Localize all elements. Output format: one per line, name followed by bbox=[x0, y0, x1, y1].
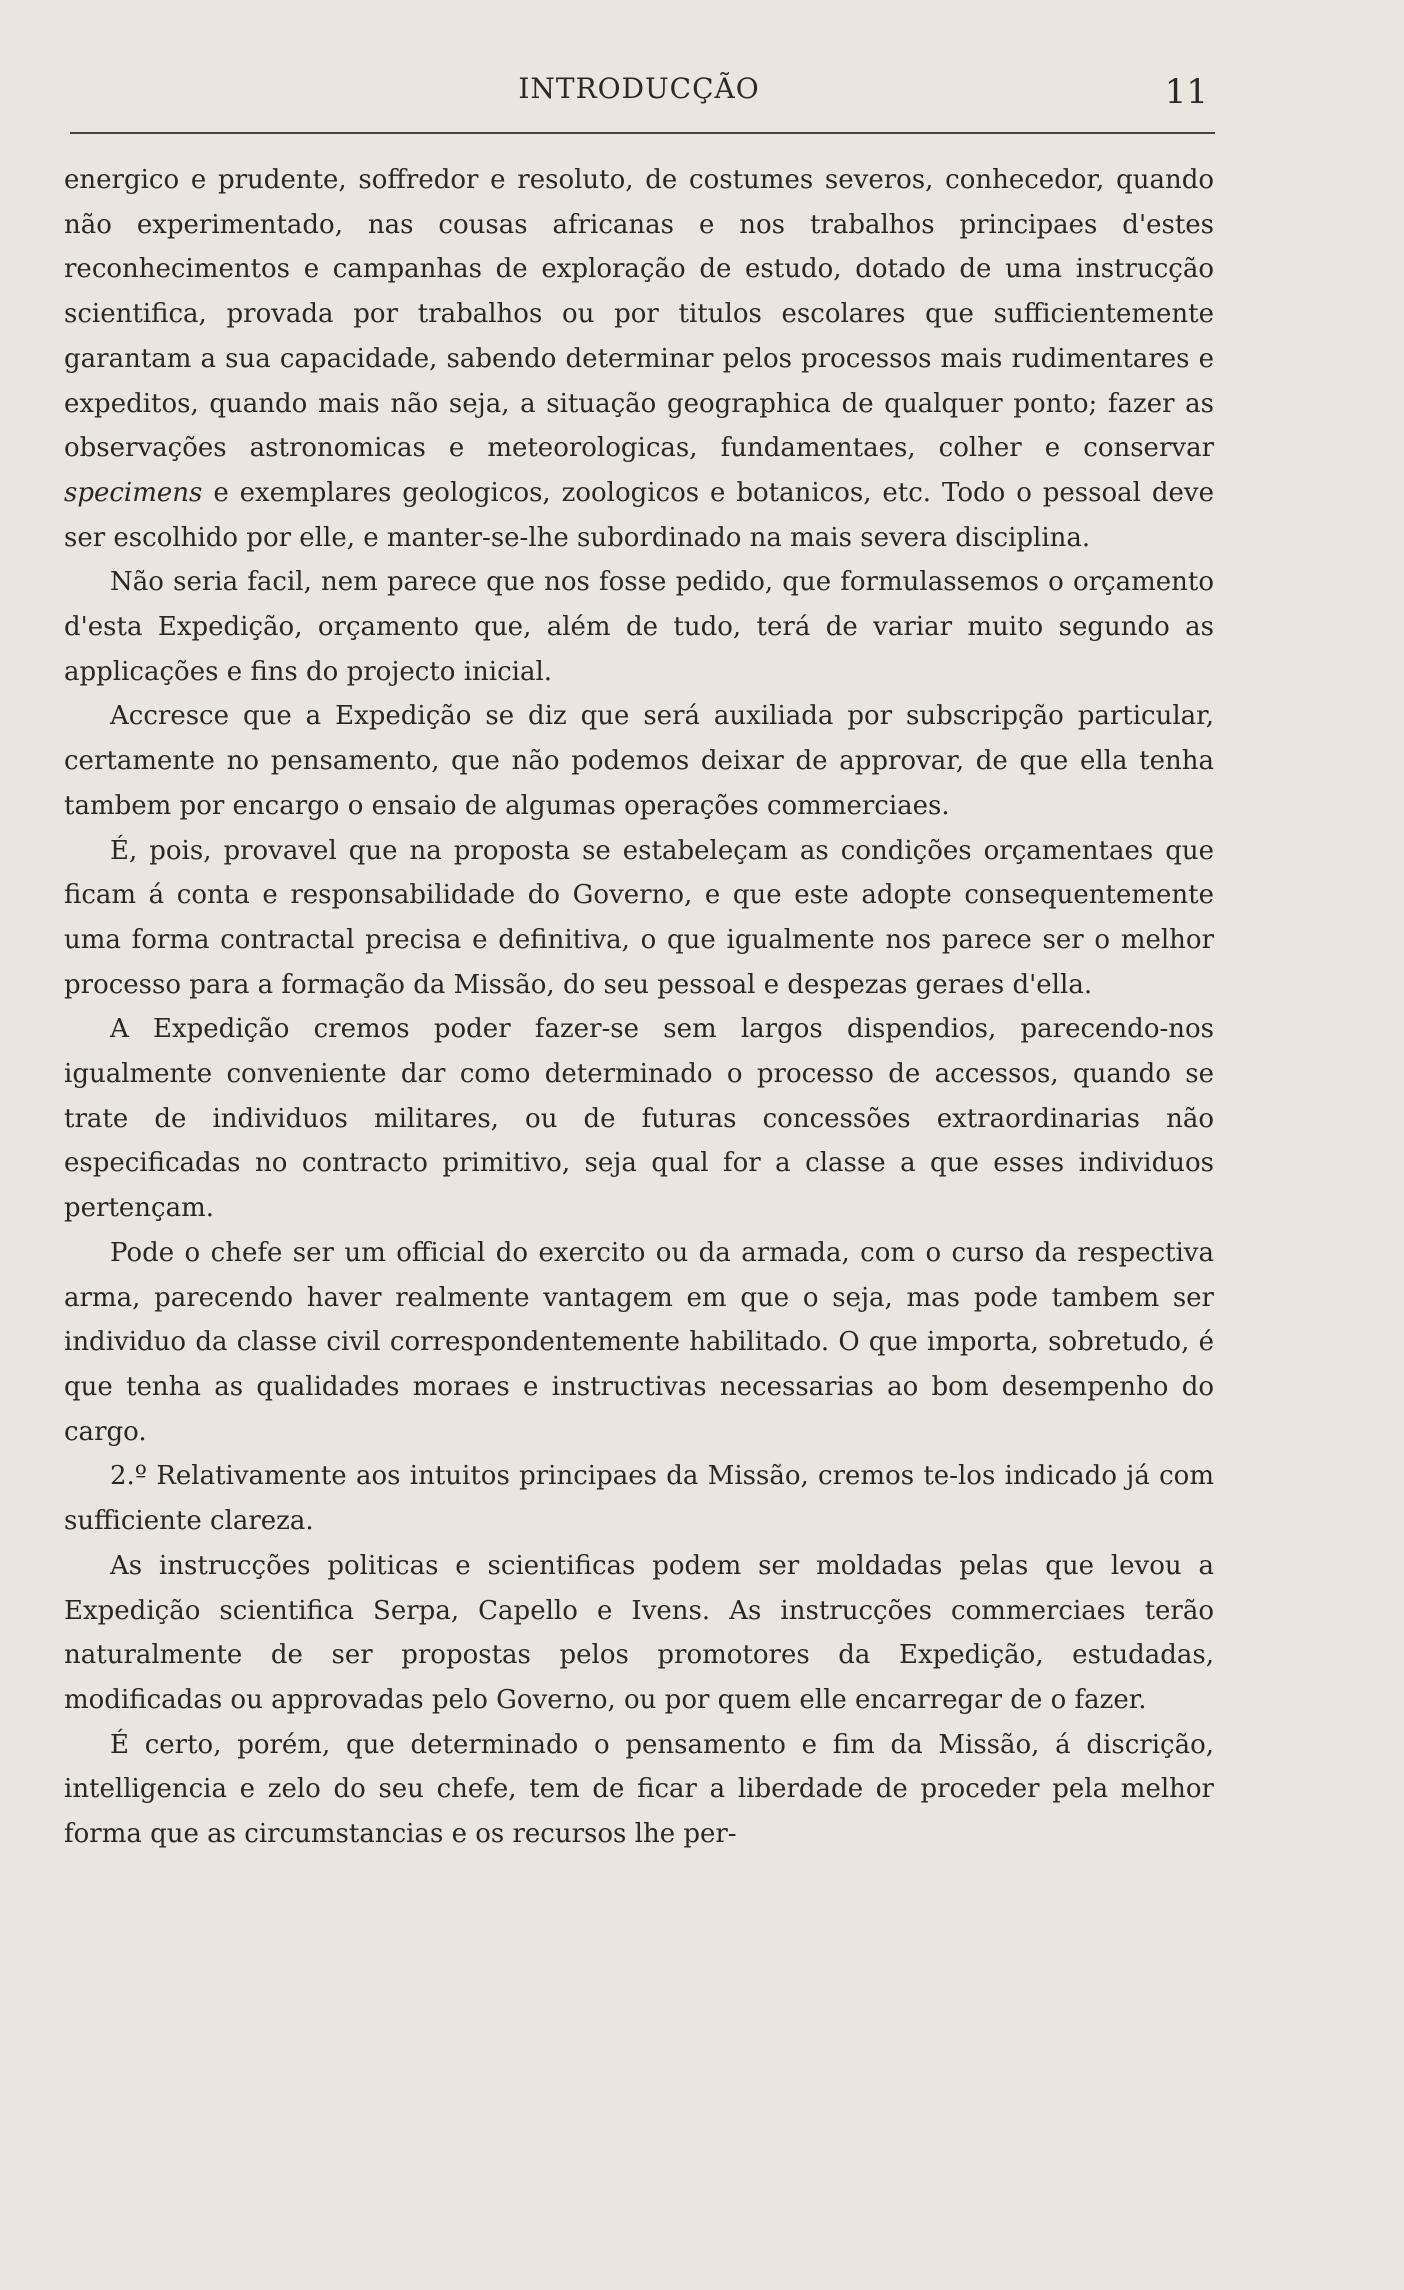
paragraph: É, pois, provavel que na proposta se estabeleçam as condições orçamentaes que ficam á conta e responsabilidade do Governo, e que este adopte consequentemente uma forma contractal precisa e definitiva, o que igualmente nos parece ser o melhor processo para a formação da Missão, do seu pessoal e despezas geraes d'ella. bbox=[64, 835, 1214, 1000]
running-title: INTRODUCÇÃO bbox=[518, 72, 760, 105]
italic-term: specimens bbox=[64, 477, 203, 508]
paragraph: 2.º Relativamente aos intuitos principaes da Missão, cremos te-los indicado já com sufficiente clareza. bbox=[64, 1461, 1214, 1537]
paragraph: É certo, porém, que determinado o pensamento e fim da Missão, á discrição, intelligencia e zelo do seu chefe, tem de ficar a liberdade de proceder pela melhor forma que as circumstancias e os recursos lhe per- bbox=[64, 1729, 1214, 1850]
paragraph-text: e exemplares geologicos, zoologicos e botanicos, etc. Todo o pessoal deve ser escolhido por elle, e manter-se-lhe subordinado na mais severa disciplina. bbox=[64, 477, 1214, 553]
body-text bbox=[64, 158, 1214, 1857]
page-header bbox=[64, 72, 1214, 124]
header-rule bbox=[70, 132, 1215, 134]
paragraph: As instrucções politicas e scientificas podem ser moldadas pelas que levou a Expedição scientifica Serpa, Capello e Ivens. As instrucções commerciaes terão naturalmente de ser propostas pelos promotores da Expedição, estudadas, modificadas ou approvadas pelo Governo, ou por quem elle encarregar de o fazer. bbox=[64, 1550, 1214, 1715]
paragraph: Accresce que a Expedição se diz que será auxiliada por subscripção particular, certamente no pensamento, que não podemos deixar de approvar, de que ella tenha tambem por encargo o ensaio de algumas operações commerciaes. bbox=[64, 701, 1214, 821]
paragraph-continued bbox=[64, 158, 1214, 560]
paragraph: Pode o chefe ser um official do exercito ou da armada, com o curso da respectiva arma, parecendo haver realmente vantagem em que o seja, mas pode tambem ser individuo da classe civil correspondentemente habilitado. O que importa, sobretudo, é que tenha as qualidades moraes e instructivas necessarias ao bom desempenho do cargo. bbox=[64, 1237, 1214, 1447]
paragraph: A Expedição cremos poder fazer-se sem largos dispendios, parecendo-nos igualmente conveniente dar como determinado o processo de accessos, quando se trate de individuos militares, ou de futuras concessões extraordinarias não especificadas no contracto primitivo, seja qual for a classe a que esses individuos pertençam. bbox=[64, 1014, 1214, 1224]
paragraph: Não seria facil, nem parece que nos fosse pedido, que formulassemos o orçamento d'esta Expedição, orçamento que, além de tudo, terá de variar muito segundo as applicações e fins do projecto inicial. bbox=[64, 567, 1214, 687]
page-number: 11 bbox=[1164, 72, 1208, 112]
paragraph-text: energico e prudente, soffredor e resoluto, de costumes severos, conhecedor, quando não experimentado, nas cousas africanas e nos trabalhos principaes d'estes reconhecimentos e campanhas de exploração de estudo, dotado de uma instrucção scientifica, provada por trabalhos ou por titulos escolares que sufficientemente garantam a sua capacidade, sabendo determinar pelos processos mais rudimentares e expeditos, quando mais não seja, a situação geographica de qualquer ponto; fazer as observações astronomicas e meteorologicas, fundamentaes, colher e conservar bbox=[64, 165, 1214, 464]
